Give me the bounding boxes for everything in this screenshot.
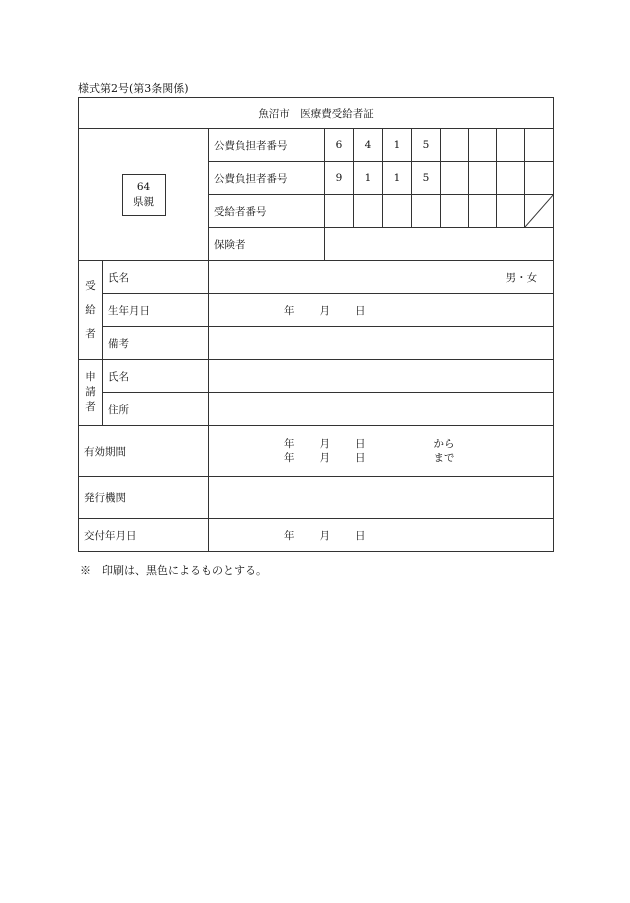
payer1-digit: 6 [325,129,354,162]
recipient-number-slash-box [525,195,554,228]
recipient-number-box [325,195,354,228]
address-label: 住所 [103,393,209,426]
payer1-digit [497,129,525,162]
year-unit: 年 [284,304,295,317]
month-unit: 月 [319,438,330,450]
payer2-digit [441,162,469,195]
address-field[interactable] [209,393,554,426]
dob-field[interactable] [209,294,554,327]
day-unit: 日 [355,529,366,542]
payer2-digit [469,162,497,195]
recipient-number-box [497,195,525,228]
insurer-field[interactable] [325,228,554,261]
certificate-title: 魚沼市 医療費受給者証 [79,98,554,129]
payer2-digit: 9 [325,162,354,195]
recipient-number-box [469,195,497,228]
diagonal-slash-icon [525,195,553,227]
day-unit: 日 [355,304,366,317]
payer1-digit: 4 [354,129,383,162]
recipient-name-label: 氏名 [103,261,209,294]
applicant-name-label: 氏名 [103,360,209,393]
sex-selector[interactable]: 男・女 [505,271,538,284]
payer2-digit: 1 [354,162,383,195]
form-number-label: 様式第2号(第3条関係) [78,82,189,95]
payer-number-label-2: 公費負担者番号 [209,162,325,195]
stamp-area [79,129,209,261]
recipient-number-label: 受給者番号 [209,195,325,228]
payer1-digit [469,129,497,162]
remarks-label: 備考 [103,327,209,360]
year-unit: 年 [284,438,295,450]
recipient-group-label: 受 給 者 [79,261,103,360]
issuer-label: 発行機関 [79,477,209,519]
day-unit: 日 [355,452,366,464]
from-text: から [433,438,455,450]
validity-label: 有効期間 [79,426,209,477]
footnote: ※ 印刷は、黒色によるものとする。 [80,564,267,577]
issue-date-field[interactable] [209,519,554,552]
recipient-number-box [412,195,441,228]
recipient-name-field[interactable] [209,261,554,294]
payer2-digit: 5 [412,162,441,195]
issue-date-label: 交付年月日 [79,519,209,552]
day-unit: 日 [355,438,366,450]
applicant-name-field[interactable] [209,360,554,393]
payer1-digit: 5 [412,129,441,162]
recipient-number-box [383,195,412,228]
stamp-text: 県親 [133,195,154,208]
month-unit: 月 [319,529,330,542]
validity-field[interactable] [209,426,554,477]
month-unit: 月 [319,304,330,317]
payer2-digit: 1 [383,162,412,195]
insurer-label: 保険者 [209,228,325,261]
dob-label: 生年月日 [103,294,209,327]
prefecture-stamp [122,174,166,216]
year-unit: 年 [284,529,295,542]
remarks-field[interactable] [209,327,554,360]
payer1-digit: 1 [383,129,412,162]
payer2-digit [525,162,554,195]
year-unit: 年 [284,452,295,464]
payer-number-label-1: 公費負担者番号 [209,129,325,162]
payer2-digit [497,162,525,195]
stamp-number: 64 [136,180,151,193]
to-text: まで [433,452,455,464]
payer1-digit [525,129,554,162]
recipient-number-box [441,195,469,228]
issuer-field[interactable] [209,477,554,519]
recipient-number-box [354,195,383,228]
applicant-group-label: 申 請 者 [79,360,103,426]
payer1-digit [441,129,469,162]
certificate-table [78,97,554,552]
month-unit: 月 [319,452,330,464]
